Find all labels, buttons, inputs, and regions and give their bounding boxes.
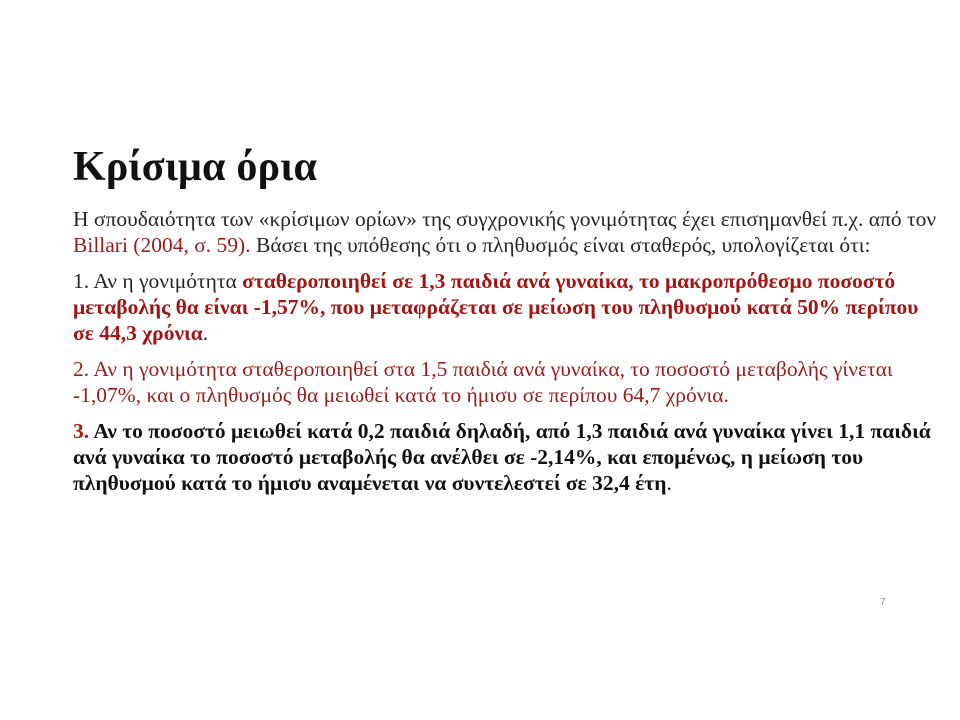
- point-3: [73, 418, 943, 496]
- point-3-number: 3.: [73, 419, 90, 443]
- citation: Billari (2004, σ. 59).: [73, 233, 251, 257]
- slide-body: [73, 206, 943, 506]
- point-3-end: .: [666, 471, 672, 495]
- intro-text-2: Βάσει της υπόθεσης ότι ο πληθυσμός είναι σταθερός, υπολογίζεται ότι:: [250, 233, 871, 257]
- point-1: [73, 268, 943, 346]
- point-3-text: Αν το ποσοστό μειωθεί κατά 0,2 παιδιά δηλαδή, από 1,3 παιδιά ανά γυναίκα γίνει 1,1 παιδιά ανά γυναίκα το ποσοστό μεταβολής θα ανέλθει σε -2,14%, και επομένως, η μείωση του πληθυσμού κατά το ήμισυ αναμένεται να συντελεστεί σε 32,4 έτη: [73, 419, 931, 495]
- point-1-end: .: [202, 321, 209, 345]
- intro-paragraph: [73, 206, 943, 258]
- point-1-emphasis: σταθεροποιηθεί σε 1,3 παιδιά ανά γυναίκα, το μακροπρόθεσμο ποσοστό μεταβολής θα είναι -1,57%, που μεταφράζεται σε μείωση του πληθυσμού κατά 50% περίπου σε 44,3 χρόνια: [73, 269, 919, 345]
- point-1-lead: 1. Αν η γονιμότητα: [73, 269, 243, 293]
- slide-title: Κρίσιμα όρια: [73, 144, 318, 190]
- page-number: 7: [880, 597, 886, 608]
- intro-text-1: Η σπουδαιότητα των «κρίσιμων ορίων» της συγχρονικής γονιμότητας έχει επισημανθεί π.χ. από τον: [73, 207, 937, 231]
- point-2: 2. Αν η γονιμότητα σταθεροποιηθεί στα 1,5 παιδιά ανά γυναίκα, το ποσοστό μεταβολής γίνεται -1,07%, και ο πληθυσμός θα μειωθεί κατά το ήμισυ σε περίπου 64,7 χρόνια.: [73, 357, 893, 407]
